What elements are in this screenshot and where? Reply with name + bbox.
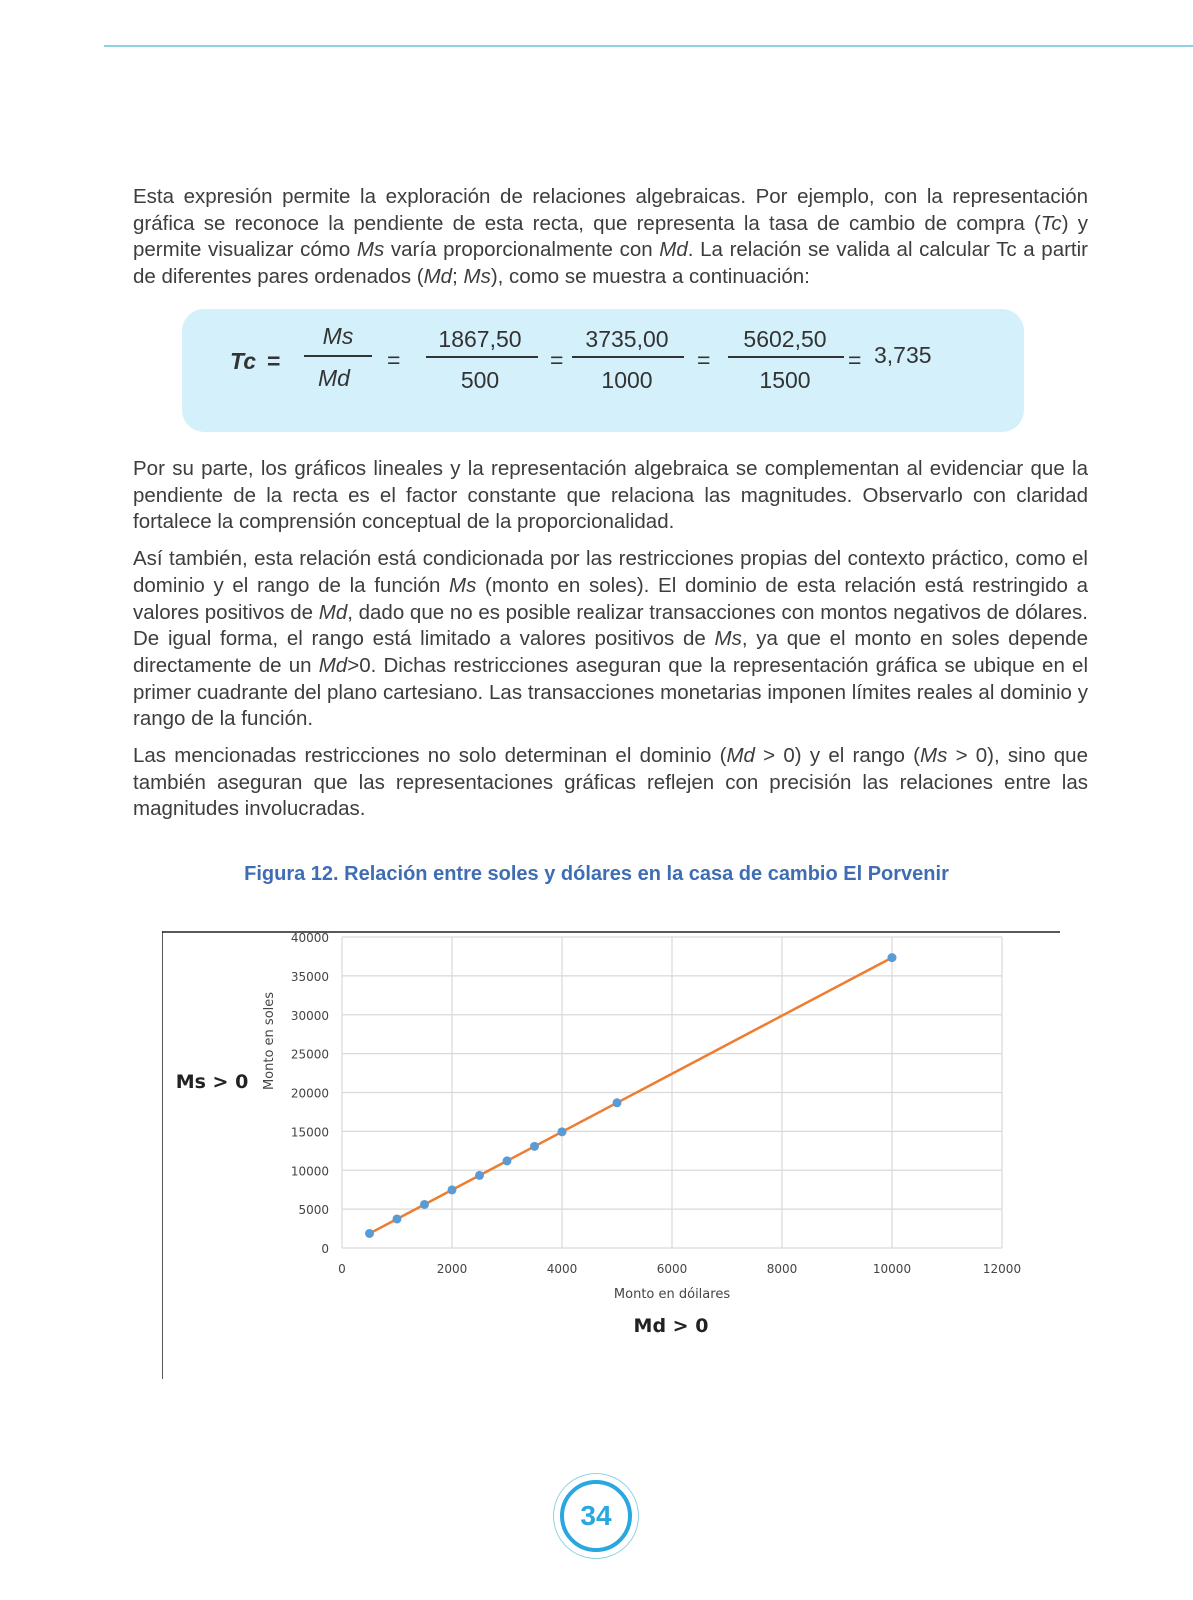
figure-caption: Figura 12. Relación entre soles y dólares en la casa de cambio El Porvenir: [244, 863, 949, 885]
formula-box: [182, 309, 1024, 432]
formula-num-3: 5602,50: [743, 326, 827, 352]
text-run: , ya que el monto en soles depende directamente de un: [133, 627, 1088, 677]
formula-md: Md: [318, 365, 350, 391]
data-point: [393, 1214, 402, 1223]
text-run: . La relación se valida al calcular Tc a partir de diferentes pares ordenados (: [133, 238, 1088, 289]
paragraph-group-top: [133, 184, 1088, 291]
data-point: [613, 1098, 622, 1107]
formula-equals-4: =: [848, 347, 862, 373]
fraction-bar-1: [304, 355, 372, 357]
paragraph: [133, 743, 1088, 823]
chart-grid: [342, 937, 1002, 1248]
formula-equals-3: =: [697, 347, 711, 373]
domain-annotation: Md > 0: [633, 1315, 709, 1337]
text-run: ) y permite visualizar cómo: [133, 211, 1088, 262]
formula-den-2: 1000: [601, 367, 653, 393]
text-run: >0. Dichas restricciones aseguran que la representación gráfica se ubique en el primer cuadrante del plano cartesiano. Las transacciones monetarias imponen límites reales al dominio y rango de la función.: [133, 653, 1089, 731]
formula-equals-1: =: [387, 347, 401, 373]
y-tick-label: 25000: [290, 1047, 329, 1062]
italic-term: Md: [659, 238, 688, 262]
text-run: Esta expresión permite la exploración de relaciones algebraicas. Por ejemplo, con la representación gráfica se reconoce la pendiente de esta recta, que representa la tasa de cambio de compra (: [133, 185, 1088, 235]
italic-term: Md: [318, 600, 348, 624]
x-tick-label: 12000: [982, 1262, 1022, 1276]
chart-ticks: [291, 931, 1021, 1276]
y-tick-label: 20000: [290, 1086, 329, 1101]
y-tick-label: 5000: [298, 1203, 329, 1218]
paragraph: [133, 546, 1088, 733]
formula-equals-2: =: [550, 347, 564, 373]
x-tick-label: 10000: [872, 1262, 912, 1276]
formula-lhs: Tc: [230, 348, 256, 374]
fraction-bar-2: [426, 356, 538, 358]
italic-term: Ms: [714, 627, 742, 651]
italic-term: Ms: [449, 573, 477, 597]
text-run: Por su parte, los gráficos lineales y la representación algebraica se complementan al evidenciar que la pendiente de la recta es el factor constante que relaciona las magnitudes. Observarlo con claridad fortalece la comprensión conceptual de la proporcionalidad.: [133, 457, 1088, 534]
text-run: varía proporcionalmente con: [384, 238, 660, 262]
text-run: , dado que no es posible realizar transacciones con montos negativos de dólares. De igual forma, el rango está limitado a valores positivos de: [133, 600, 1089, 651]
formula-den-3: 1500: [759, 367, 811, 393]
italic-term: Ms: [463, 265, 491, 289]
italic-term: Ms: [356, 238, 385, 262]
data-point: [420, 1200, 429, 1209]
y-axis-label: Monto en soles: [262, 991, 277, 1091]
y-tick-label: 15000: [290, 1125, 329, 1140]
text-run: (monto en soles). El dominio de esta relación está restringido a valores positivos de: [133, 573, 1088, 624]
text-run: Las mencionadas restricciones no solo determinan el dominio (: [133, 744, 727, 768]
paragraph: [133, 456, 1088, 536]
x-tick-label: 4000: [546, 1262, 578, 1276]
chart-series: [365, 953, 897, 1238]
data-point: [530, 1142, 539, 1151]
formula-num-2: 3735,00: [585, 326, 669, 352]
text-run: > 0) y el rango (: [754, 744, 921, 768]
x-tick-label: 2000: [436, 1262, 468, 1276]
range-annotation: Ms > 0: [175, 1071, 249, 1093]
data-point: [475, 1171, 484, 1180]
paragraph: [133, 184, 1088, 291]
formula-lhs-equals: =: [267, 348, 281, 374]
scatter-chart: [162, 931, 1062, 1379]
fraction-bar-4: [728, 356, 844, 358]
formula-num-1: 1867,50: [438, 326, 522, 352]
trend-line: [370, 958, 893, 1234]
x-tick-label: 0: [338, 1262, 346, 1276]
data-point: [503, 1156, 512, 1165]
data-point: [558, 1127, 567, 1136]
page-number: 34: [560, 1480, 632, 1552]
y-tick-label: 30000: [290, 1008, 329, 1023]
formula-result: 3,735: [874, 342, 932, 368]
text-run: > 0), sino que también aseguran que las representaciones gráficas reflejen con precisión las relaciones entre las magnitudes involucradas.: [133, 744, 1088, 821]
y-tick-label: 35000: [290, 969, 329, 984]
italic-term: Tc: [1040, 211, 1062, 235]
x-tick-label: 8000: [766, 1262, 798, 1276]
italic-term: Ms: [920, 744, 948, 768]
formula-ms: Ms: [322, 323, 354, 349]
paragraph-group-bottom: [133, 456, 1088, 823]
italic-term: Md: [318, 653, 348, 677]
y-tick-label: 0: [321, 1242, 329, 1256]
data-point: [365, 1229, 374, 1238]
italic-term: Md: [726, 744, 755, 768]
top-rule: [104, 45, 1193, 47]
italic-term: Md: [423, 265, 453, 289]
data-point: [888, 953, 897, 962]
figure-12: [162, 931, 1062, 1379]
x-axis-label: Monto en dóilares: [613, 1287, 731, 1302]
fraction-bar-3: [572, 356, 684, 358]
data-point: [448, 1185, 457, 1194]
formula-den-1: 500: [460, 367, 500, 393]
x-tick-label: 6000: [656, 1262, 688, 1276]
y-tick-label: 10000: [290, 1164, 329, 1179]
y-tick-label: 40000: [290, 931, 329, 945]
text-run: ;: [452, 265, 464, 289]
text-run: Así también, esta relación está condicionada por las restricciones propias del contexto práctico, como el dominio y el rango de la función: [133, 547, 1088, 597]
text-run: ), como se muestra a continuación:: [490, 265, 810, 289]
